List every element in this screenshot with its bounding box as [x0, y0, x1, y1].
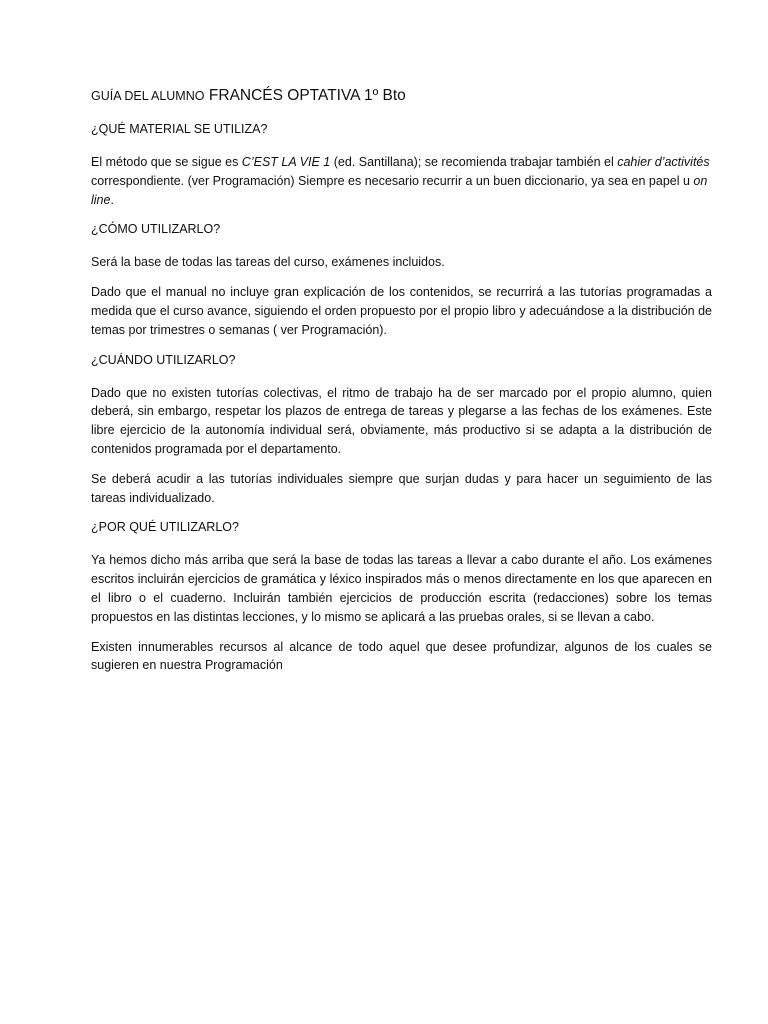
paragraph-cuando-1: Dado que no existen tutorías colectivas, el ritmo de trabajo ha de ser marcado por el propio alumno, quien deberá, sin embargo, respetar los plazos de entrega de tareas y plegarse a las fechas de los exámenes. Este libre ejercicio de la autonomía individual será, obviamente, más productivo si se adapta a la distribución de contenidos programada por el departamento. [91, 385, 712, 456]
paragraph-porque-2: Existen innumerables recursos al alcance de todo aquel que desee profundizar, algunos de los cuales se sugieren en nuestra Programación [91, 639, 712, 673]
section-heading-material: ¿QUÉ MATERIAL SE UTILIZA? [91, 122, 268, 136]
text-segment: correspondiente. (ver Programación) Siempre es necesario recurrir a un buen diccionario, ya sea en papel u [91, 173, 694, 188]
text-segment: El método que se sigue es [91, 155, 242, 169]
section-heading-cuando: ¿CUÁNDO UTILIZARLO? [91, 352, 236, 367]
document-page [91, 84, 712, 686]
document-title [91, 84, 712, 108]
paragraph-porque-1: Ya hemos dicho más arriba que será la base de todas las tareas a llevar a cabo durante el año. Los exámenes escritos incluirán ejercicios de gramática y léxico inspirados más o menos directamente en los que aparecen en el libro o el cuaderno. Incluirán también ejercicios de producción escrita (redacciones) sobre los temas propuestos en las distintas lecciones, y lo mismo se aplicará a las pruebas orales, si se llevan a cabo. [91, 553, 712, 624]
paragraph-como-1: Será la base de todas las tareas del curso, exámenes incluidos. [91, 255, 445, 270]
paragraph-cuando-2: Se deberá acudir a las tutorías individuales siempre que surjan dudas y para hacer un seguimiento de las tareas individualizado. [91, 471, 712, 505]
text-segment: (ed. Santillana); se recomienda trabajar también el [330, 155, 618, 169]
text-segment: . [110, 192, 114, 207]
section-heading-porque: ¿POR QUÉ UTILIZARLO? [91, 520, 239, 535]
book-title-italic: C’EST LA VIE 1 [241, 155, 331, 169]
paragraph-como-2: Dado que el manual no incluye gran explicación de los contenidos, se recurrirá a las tutorías programadas a medida que el curso avance, siguiendo el orden propuesto por el propio libro y adecuándose a la distribución de temas por trimestres o semanas ( ver Programación). [91, 285, 712, 337]
title-prefix: GUÍA DEL ALUMNO [91, 89, 205, 103]
title-main: FRANCÉS OPTATIVA 1º Bto [208, 87, 406, 104]
section-heading-como: ¿CÓMO UTILIZARLO? [91, 222, 221, 237]
online-italic: on line [91, 173, 708, 207]
paragraph-material [91, 153, 712, 209]
workbook-italic: cahier d’activités [617, 155, 710, 169]
